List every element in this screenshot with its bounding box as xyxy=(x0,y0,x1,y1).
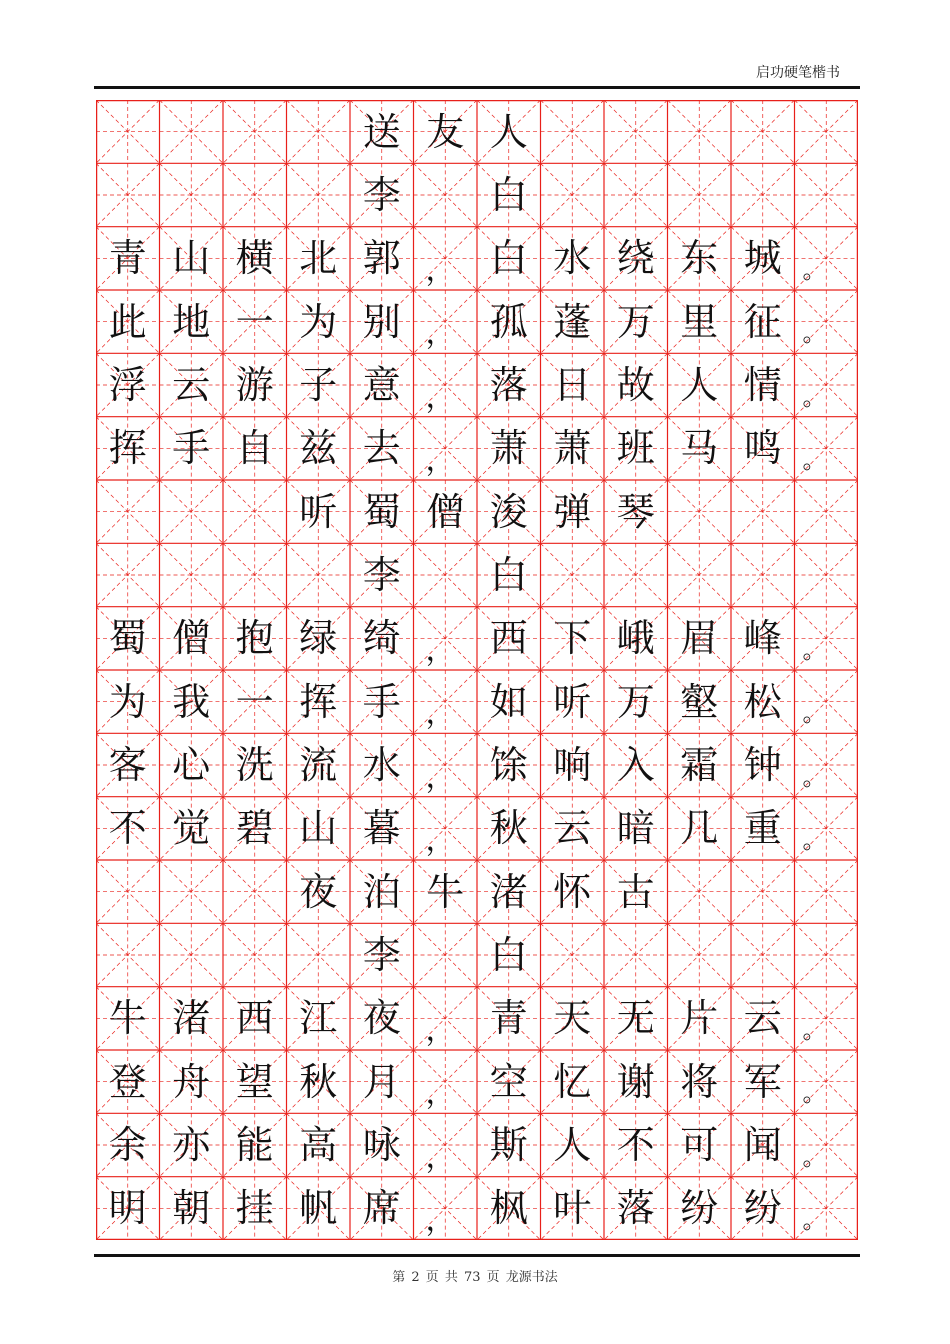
grid-character: 东 xyxy=(680,236,719,281)
grid-character: 江 xyxy=(299,996,338,1041)
grid-character: 秋 xyxy=(299,1059,338,1104)
grid-character: 子 xyxy=(299,362,338,407)
grid-character: 朝 xyxy=(172,1186,211,1231)
grid-character: 军 xyxy=(743,1059,782,1104)
grid-character: 。 xyxy=(802,255,827,284)
grid-character: 去 xyxy=(362,426,401,471)
grid-character: 。 xyxy=(802,382,827,411)
grid-character: 渚 xyxy=(172,996,211,1041)
grid-character: 咏 xyxy=(362,1122,401,1167)
grid-character: 流 xyxy=(299,742,338,787)
grid-character: 横 xyxy=(235,236,274,281)
grid-character: 能 xyxy=(235,1122,274,1167)
grid-character: ， xyxy=(425,379,456,415)
grid-character: 如 xyxy=(489,679,528,724)
grid-character: 友 xyxy=(426,109,465,154)
grid-character: ， xyxy=(425,1076,456,1112)
grid-character: 秋 xyxy=(489,806,528,851)
grid-character: 蓬 xyxy=(553,299,592,344)
grid-character: 不 xyxy=(616,1122,655,1167)
grid-character: 月 xyxy=(362,1059,401,1104)
footer-rule xyxy=(94,1254,860,1257)
grid-character: 枫 xyxy=(489,1186,528,1231)
grid-character: ， xyxy=(425,316,456,352)
grid-character: 手 xyxy=(172,426,211,471)
grid-character: 夜 xyxy=(362,996,401,1041)
grid-character: 。 xyxy=(802,1205,827,1234)
grid-character: 征 xyxy=(743,299,782,344)
grid-character: 重 xyxy=(743,806,782,851)
grid-character: ， xyxy=(425,442,456,478)
grid-character: 绕 xyxy=(616,236,655,281)
grid-character: 无 xyxy=(616,996,655,1041)
grid-character: 夜 xyxy=(299,869,338,914)
grid-character: 西 xyxy=(489,616,528,661)
grid-character: 人 xyxy=(553,1122,592,1167)
grid-character: 牛 xyxy=(108,996,147,1041)
header-title: 启功硬笔楷书 xyxy=(756,65,840,81)
grid-character: 挥 xyxy=(299,679,338,724)
grid-character: 鸣 xyxy=(743,426,782,471)
grid-character: 天 xyxy=(553,996,592,1041)
grid-character: 绮 xyxy=(362,616,401,661)
grid-character: 眉 xyxy=(680,616,719,661)
grid-character: 一 xyxy=(235,679,274,724)
character-layer xyxy=(96,100,858,1240)
grid-character: 郭 xyxy=(362,236,401,281)
grid-character: 听 xyxy=(299,489,338,534)
grid-character: 心 xyxy=(172,742,211,787)
grid-character: 怀 xyxy=(553,869,592,914)
grid-character: 水 xyxy=(362,742,401,787)
grid-character: 可 xyxy=(680,1122,719,1167)
grid-character: 。 xyxy=(802,762,827,791)
grid-character: 弹 xyxy=(553,489,592,534)
grid-character: 里 xyxy=(680,299,719,344)
grid-character: 李 xyxy=(362,172,401,217)
grid-character: 望 xyxy=(235,1059,274,1104)
grid-character: 李 xyxy=(362,932,401,977)
grid-character: 此 xyxy=(108,299,147,344)
grid-character: 白 xyxy=(489,236,528,281)
grid-character: 挂 xyxy=(235,1186,274,1231)
grid-character: 李 xyxy=(362,552,401,597)
grid-character: 下 xyxy=(553,616,592,661)
grid-character: 碧 xyxy=(235,806,274,851)
grid-character: 琴 xyxy=(616,489,655,534)
grid-character: 纷 xyxy=(743,1186,782,1231)
grid-character: 白 xyxy=(489,932,528,977)
grid-character: 城 xyxy=(743,236,782,281)
grid-character: 。 xyxy=(802,319,827,348)
grid-character: 听 xyxy=(553,679,592,724)
grid-character: 古 xyxy=(616,869,655,914)
grid-character: 壑 xyxy=(680,679,719,724)
grid-character: 渚 xyxy=(489,869,528,914)
grid-character: 纷 xyxy=(680,1186,719,1231)
grid-character: 万 xyxy=(616,679,655,724)
grid-character: 峰 xyxy=(743,616,782,661)
grid-character: 。 xyxy=(802,1079,827,1108)
grid-character: 挥 xyxy=(108,426,147,471)
grid-character: 落 xyxy=(616,1186,655,1231)
grid-character: 青 xyxy=(108,236,147,281)
grid-character: 西 xyxy=(235,996,274,1041)
grid-character: 客 xyxy=(108,742,147,787)
grid-character: 亦 xyxy=(172,1122,211,1167)
grid-character: 落 xyxy=(489,362,528,407)
grid-character: 空 xyxy=(489,1059,528,1104)
grid-character: 浚 xyxy=(489,489,528,534)
grid-character: 蜀 xyxy=(108,616,147,661)
grid-character: 地 xyxy=(172,299,211,344)
grid-character: 响 xyxy=(553,742,592,787)
page-footer: 第 2 页 共 73 页 龙源书法 xyxy=(392,1270,558,1285)
grid-character: ， xyxy=(425,1139,456,1175)
grid-character: 马 xyxy=(680,426,719,471)
grid-character: 山 xyxy=(172,236,211,281)
grid-character: 馀 xyxy=(489,742,528,787)
grid-character: 万 xyxy=(616,299,655,344)
grid-character: 绿 xyxy=(299,616,338,661)
grid-character: 帆 xyxy=(299,1186,338,1231)
grid-character: 班 xyxy=(616,426,655,471)
grid-character: 忆 xyxy=(553,1059,592,1104)
grid-character: 云 xyxy=(172,362,211,407)
grid-character: 斯 xyxy=(489,1122,528,1167)
grid-character: 。 xyxy=(802,825,827,854)
grid-character: ， xyxy=(425,696,456,732)
grid-character: 。 xyxy=(802,445,827,474)
grid-character: 暗 xyxy=(616,806,655,851)
grid-character: 北 xyxy=(299,236,338,281)
grid-character: 僧 xyxy=(172,616,211,661)
grid-character: 叶 xyxy=(553,1186,592,1231)
grid-character: 不 xyxy=(108,806,147,851)
grid-character: 高 xyxy=(299,1122,338,1167)
grid-character: 松 xyxy=(743,679,782,724)
grid-character: 手 xyxy=(362,679,401,724)
grid-character: 日 xyxy=(553,362,592,407)
grid-character: 浮 xyxy=(108,362,147,407)
grid-character: 洗 xyxy=(235,742,274,787)
grid-character: 蜀 xyxy=(362,489,401,534)
grid-character: 。 xyxy=(802,1015,827,1044)
grid-character: 僧 xyxy=(426,489,465,534)
grid-character: 别 xyxy=(362,299,401,344)
grid-character: 抱 xyxy=(235,616,274,661)
grid-character: 一 xyxy=(235,299,274,344)
grid-character: 白 xyxy=(489,172,528,217)
grid-character: 意 xyxy=(362,362,401,407)
grid-character: 登 xyxy=(108,1059,147,1104)
grid-character: 片 xyxy=(680,996,719,1041)
grid-character: 兹 xyxy=(299,426,338,471)
grid-character: 云 xyxy=(553,806,592,851)
header-rule xyxy=(94,86,860,89)
grid-character: 峨 xyxy=(616,616,655,661)
grid-character: 闻 xyxy=(743,1122,782,1167)
grid-character: 情 xyxy=(743,362,782,407)
grid-character: 。 xyxy=(802,635,827,664)
grid-character: ， xyxy=(425,1202,456,1238)
grid-character: 余 xyxy=(108,1122,147,1167)
grid-character: ， xyxy=(425,822,456,858)
grid-character: 为 xyxy=(108,679,147,724)
grid-character: ， xyxy=(425,632,456,668)
grid-character: 泊 xyxy=(362,869,401,914)
grid-character: 牛 xyxy=(426,869,465,914)
grid-character: 舟 xyxy=(172,1059,211,1104)
grid-character: 水 xyxy=(553,236,592,281)
grid-character: 几 xyxy=(680,806,719,851)
grid-character: 觉 xyxy=(172,806,211,851)
grid-character: 人 xyxy=(680,362,719,407)
grid-character: 云 xyxy=(743,996,782,1041)
grid-character: 孤 xyxy=(489,299,528,344)
grid-character: ， xyxy=(425,1012,456,1048)
grid-character: 我 xyxy=(172,679,211,724)
grid-character: 。 xyxy=(802,699,827,728)
grid-character: 霜 xyxy=(680,742,719,787)
grid-character: 山 xyxy=(299,806,338,851)
grid-character: 自 xyxy=(235,426,274,471)
grid-character: 青 xyxy=(489,996,528,1041)
grid-character: 将 xyxy=(680,1059,719,1104)
grid-character: 入 xyxy=(616,742,655,787)
grid-character: 席 xyxy=(362,1186,401,1231)
grid-character: 明 xyxy=(108,1186,147,1231)
grid-character: 钟 xyxy=(743,742,782,787)
grid-character: 送 xyxy=(362,109,401,154)
grid-character: 。 xyxy=(802,1142,827,1171)
grid-character: 萧 xyxy=(553,426,592,471)
practice-grid-sheet xyxy=(96,100,858,1240)
grid-character: 暮 xyxy=(362,806,401,851)
grid-character: 人 xyxy=(489,109,528,154)
grid-character: 谢 xyxy=(616,1059,655,1104)
grid-character: 游 xyxy=(235,362,274,407)
grid-character: 为 xyxy=(299,299,338,344)
grid-character: ， xyxy=(425,252,456,288)
grid-character: 萧 xyxy=(489,426,528,471)
grid-character: 故 xyxy=(616,362,655,407)
grid-character: 白 xyxy=(489,552,528,597)
grid-character: ， xyxy=(425,759,456,795)
